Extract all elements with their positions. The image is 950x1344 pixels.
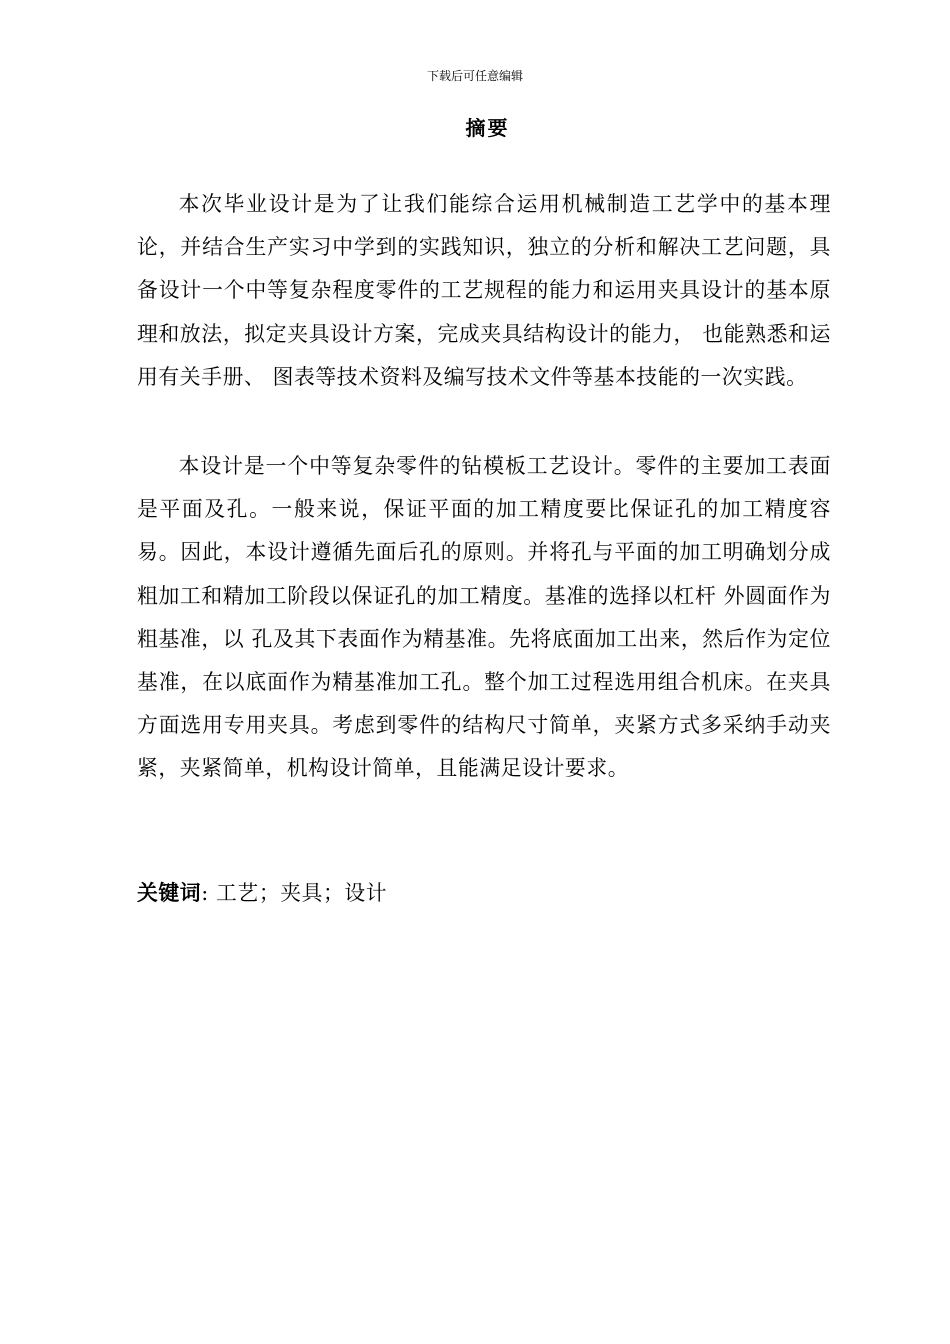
abstract-paragraph: 本设计是一个中等复杂零件的钻模板工艺设计。零件的主要加工表面是平面及孔。一般来说，保证平面的加工精度要比保证孔的加工精度容易。因此，本设计遵循先面后孔的原则。并将孔与平面的加工明确划分成粗加工和精加工阶段以保证孔的加工精度。基准的选择以杠杆 外圆面作为粗基准，以 孔及其下表面作为精基准。先将底面加工出来，然后作为定位基准，在以底面作为精基准加工孔。整个加工过程选用组合机床。在夹具方面选用专用夹具。考虑到零件的结构尺寸简单，夹紧方式多采纳手动夹紧，夹紧简单，机构设计简单，且能满足设计要求。 [137,454,831,781]
abstract-paragraph-2-block [137,445,831,791]
header-note: 下载后可任意编辑 [426,69,523,83]
abstract-paragraph: 本次毕业设计是为了让我们能综合运用机械制造工艺学中的基本理论，并结合生产实习中学到的实践知识，独立的分析和解决工艺问题，具备设计一个中等复杂程度零件的工艺规程的能力和运用夹具设计的基本原理和放法，拟定夹具设计方案，完成夹具结构设计的能力， 也能熟悉和运用有关手册、 图表等技术资料及编写技术文件等基本技能的一次实践。 [137,192,831,389]
keywords-line [137,877,831,909]
keywords-label: 关键词 [137,881,202,905]
abstract-paragraph-1-block [137,183,831,399]
keywords-value: 工艺；夹具；设计 [208,881,388,905]
abstract-title: 摘要 [465,116,510,140]
keywords-separator: : [201,881,209,905]
